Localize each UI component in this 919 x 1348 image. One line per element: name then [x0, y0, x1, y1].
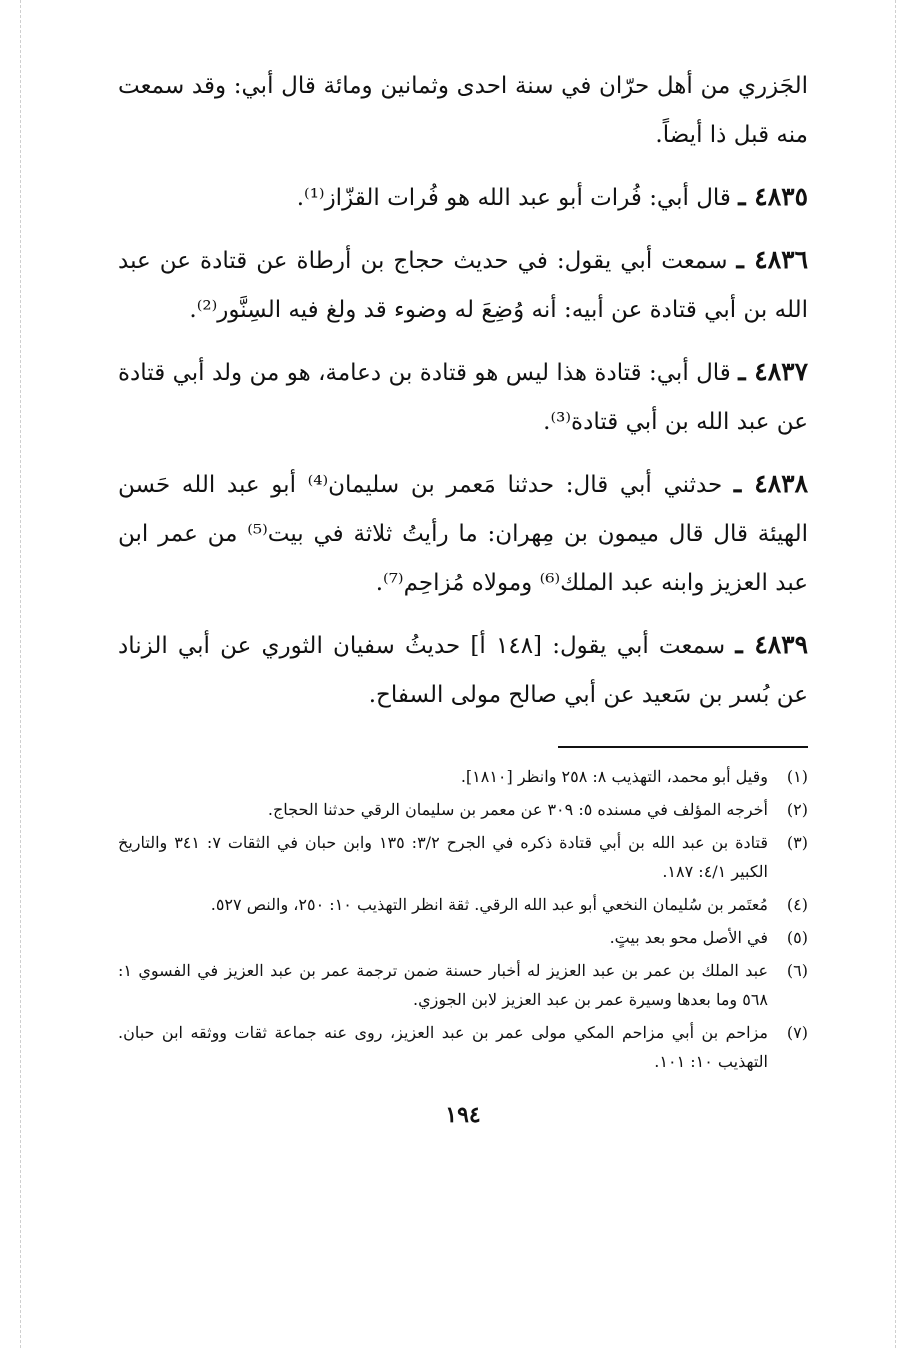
footnotes: [118, 762, 808, 1076]
entry-text: سمعت أبي يقول: [١٤٨ أ] حديثُ سفيان الثوري عن أبي الزناد عن بُسر بن سَعيد عن أبي صالح مولى السفاح.: [118, 633, 808, 708]
footnote-2: (٢) أخرجه المؤلف في مسنده ٥: ٣٠٩ عن معمر بن سليمان الرقي حدثنا الحجاج.: [267, 800, 808, 819]
right-margin-guide: [895, 0, 896, 1348]
footnote-6: (٦) عبد الملك بن عمر بن عبد العزيز له أخبار حسنة ضمن ترجمة عمر بن عبد العزيز في الفسوي ١: ٥٦٨ وما بعدها وسيرة عمر بن عبد العزيز لابن الجوزي.: [118, 961, 808, 1009]
paragraph-4835: [118, 172, 808, 223]
paragraph-4839: [118, 620, 808, 720]
entry-text: حدثني أبي قال: حدثنا مَعمر بن سليمان⁽⁴⁾ أبو عبد الله حَسن الهيئة قال قال ميمون بن مِهران: ما رأيتُ ثلاثة في بيت⁽⁵⁾ من عمر ابن عبد العزيز وابنه عبد الملك⁽⁶⁾ ومولاه مُزاحِم⁽⁷⁾.: [118, 472, 808, 596]
left-margin-guide: [20, 0, 21, 1348]
entry-number: ٤٨٣٥ ـ: [738, 182, 808, 211]
footnote-1: (١) وقيل أبو محمد، التهذيب ٨: ٢٥٨ وانظر [١٨١٠].: [460, 767, 808, 786]
paragraph-continuation: الجَزري من أهل حرّان في سنة احدى وثمانين ومائة قال أبي: وقد سمعت منه قبل ذا أيضاً.: [118, 73, 808, 148]
footnote-3: (٣) قتادة بن عبد الله بن أبي قتادة ذكره في الجرح ٣/٢: ١٣٥ وابن حبان في الثقات ٧: ٣٤١ والتاريخ الكبير ٤/١: ١٨٧.: [118, 833, 808, 881]
page-number: ١٩٤: [445, 1102, 481, 1128]
paragraph-4836: [118, 235, 808, 335]
entry-number: ٤٨٣٨ ـ: [733, 469, 809, 498]
entry-text: سمعت أبي يقول: في حديث حجاج بن أرطاة عن قتادة عن عبد الله بن أبي قتادة عن أبيه: أنه وُضِعَ له وضوء قد ولغ فيه السِنَّور⁽²⁾.: [118, 248, 808, 323]
entry-text: قال أبي: قتادة هذا ليس هو قتادة بن دعامة، هو من ولد أبي قتادة عن عبد الله بن أبي قتادة⁽³⁾.: [118, 360, 808, 435]
footnote-5: (٥) في الأصل محو بعد بيتٍ.: [609, 928, 808, 947]
paragraph-4837: [118, 347, 808, 447]
entry-number: ٤٨٣٩ ـ: [735, 630, 809, 659]
main-text: [118, 62, 808, 720]
footnote-7: (٧) مزاحم بن أبي مزاحم المكي مولى عمر بن عبد العزيز، روى عنه جماعة ثقات ووثقه ابن حبان. التهذيب ١٠: ١٠١.: [118, 1023, 808, 1071]
paragraph-4838: [118, 459, 808, 608]
entry-number: ٤٨٣٧ ـ: [738, 357, 808, 386]
entry-text: قال أبي: فُرات أبو عبد الله هو فُرات القزّاز⁽¹⁾.: [296, 185, 731, 211]
footnote-separator: [558, 746, 808, 748]
document-page: [118, 62, 808, 1128]
entry-number: ٤٨٣٦ ـ: [736, 245, 808, 274]
footnote-4: (٤) مُعتَمر بن سُليمان النخعي أبو عبد الله الرقي. ثقة انظر التهذيب ١٠: ٢٥٠، والنص ٥٢٧.: [210, 895, 808, 914]
